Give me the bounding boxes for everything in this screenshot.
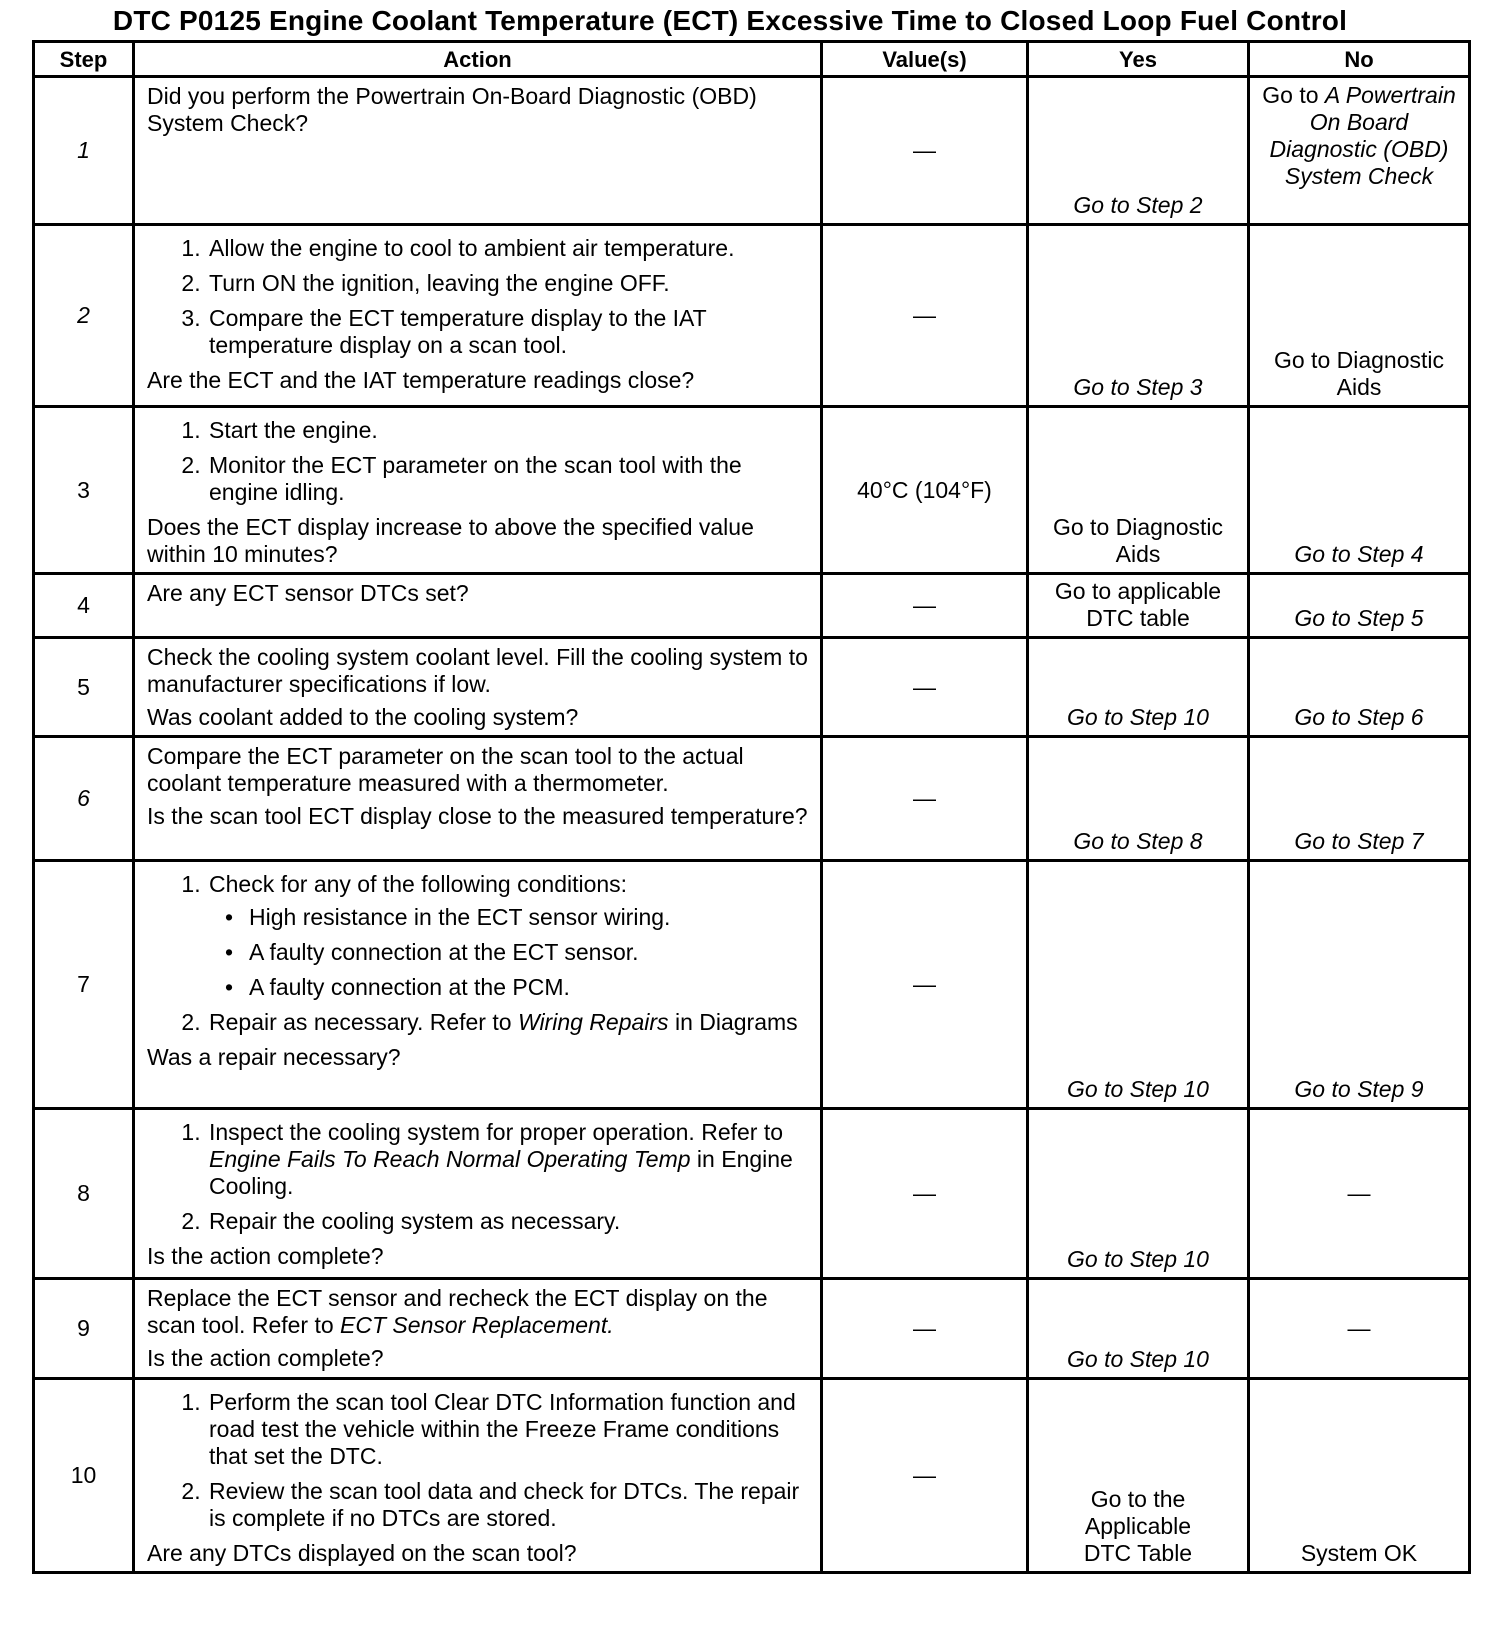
action-step-prefix: Repair as necessary. Refer to [209, 1009, 518, 1035]
header-values: Value(s) [822, 42, 1028, 77]
action-cell [134, 574, 822, 638]
action-text: Check the cooling system coolant level. Fill the cooling system to manufacturer specifications if low. [147, 644, 808, 697]
action-question: Are any ECT sensor DTCs set? [147, 580, 469, 606]
table-row [34, 737, 1470, 861]
action-cell [134, 1379, 822, 1573]
yes-cell: Go to Step 10 [1028, 638, 1249, 737]
value-cell: — [822, 1279, 1028, 1379]
action-step: 2. Repair the cooling system as necessary. [207, 1208, 814, 1235]
value-cell: — [822, 1109, 1028, 1279]
step-number: 5 [34, 638, 134, 737]
condition-item: • A faulty connection at the ECT sensor. [247, 939, 814, 966]
no-link: A Powertrain On Board Diagnostic (OBD) System Check [1269, 82, 1456, 189]
engine-fails-link[interactable]: Engine Fails To Reach Normal Operating Temp [209, 1146, 691, 1172]
page-title: DTC P0125 Engine Coolant Temperature (ECT) Excessive Time to Closed Loop Fuel Control [112, 5, 1348, 36]
action-cell [134, 737, 822, 861]
wiring-repairs-link[interactable]: Wiring Repairs [517, 1009, 669, 1035]
step-number: 7 [34, 861, 134, 1109]
yes-cell: Go to the Applicable DTC Table [1028, 1379, 1249, 1573]
action-step: 2. Monitor the ECT parameter on the scan tool with the engine idling. [207, 452, 814, 506]
no-cell: Go to Step 7 [1249, 737, 1470, 861]
condition-list [209, 904, 814, 1001]
action-step-text: Check for any of the following conditions: [209, 871, 628, 897]
no-cell [1249, 77, 1470, 225]
action-step: 1. Start the engine. [207, 417, 814, 444]
action-question: Is the action complete? [147, 1243, 384, 1269]
no-cell: Go to Diagnostic Aids [1249, 225, 1470, 407]
value-cell: — [822, 225, 1028, 407]
table-row [34, 1279, 1470, 1379]
header-action: Action [134, 42, 822, 77]
header-yes: Yes [1028, 42, 1249, 77]
yes-cell: Go to Diagnostic Aids [1028, 407, 1249, 574]
action-cell [134, 638, 822, 737]
yes-cell: Go to Step 8 [1028, 737, 1249, 861]
action-steps [147, 1389, 814, 1532]
no-cell: System OK [1249, 1379, 1470, 1573]
action-steps [147, 1119, 814, 1235]
yes-cell: Go to Step 2 [1028, 77, 1249, 225]
action-cell [134, 1279, 822, 1379]
table-row [34, 1109, 1470, 1279]
action-step [207, 1119, 814, 1200]
action-steps [147, 417, 814, 506]
action-cell [134, 407, 822, 574]
action-question: Are the ECT and the IAT temperature readings close? [147, 367, 695, 393]
table-row [34, 407, 1470, 574]
table-row [34, 225, 1470, 407]
yes-cell: Go to Step 10 [1028, 861, 1249, 1109]
table-header-row [34, 42, 1470, 77]
action-step: 2. Turn ON the ignition, leaving the engine OFF. [207, 270, 814, 297]
yes-cell: Go to Step 3 [1028, 225, 1249, 407]
action-step-suffix: in Diagrams [668, 1009, 798, 1035]
action-step: 2. Review the scan tool data and check for DTCs. The repair is complete if no DTCs are stored. [207, 1478, 814, 1532]
no-cell: — [1249, 1109, 1470, 1279]
action-step: 1. Perform the scan tool Clear DTC Information function and road test the vehicle within the Freeze Frame conditions that set the DTC. [207, 1389, 814, 1470]
yes-cell: Go to Step 10 [1028, 1279, 1249, 1379]
header-no: No [1249, 42, 1470, 77]
action-question: Does the ECT display increase to above the specified value within 10 minutes? [147, 514, 754, 567]
no-cell: Go to Step 9 [1249, 861, 1470, 1109]
ect-sensor-replacement-link[interactable]: ECT Sensor Replacement. [340, 1312, 614, 1338]
step-number: 3 [34, 407, 134, 574]
table-row [34, 638, 1470, 737]
no-cell: Go to Step 5 [1249, 574, 1470, 638]
action-text [147, 1285, 814, 1339]
no-cell: Go to Step 6 [1249, 638, 1470, 737]
diagnostic-table [32, 40, 1471, 1574]
action-question: Was a repair necessary? [147, 1044, 401, 1070]
table-row [34, 861, 1470, 1109]
action-question: Are any DTCs displayed on the scan tool? [147, 1540, 577, 1566]
step-number: 4 [34, 574, 134, 638]
no-cell: — [1249, 1279, 1470, 1379]
step-number: 8 [34, 1109, 134, 1279]
action-text: Compare the ECT parameter on the scan tool to the actual coolant temperature measured with a thermometer. [147, 743, 744, 796]
action-step-prefix: Inspect the cooling system for proper operation. Refer to [209, 1119, 784, 1145]
action-question: Is the scan tool ECT display close to the measured temperature? [147, 803, 808, 829]
action-step: 3. Compare the ECT temperature display to the IAT temperature display on a scan tool. [207, 305, 814, 359]
action-cell [134, 861, 822, 1109]
condition-item: • A faulty connection at the PCM. [247, 974, 814, 1001]
step-number: 9 [34, 1279, 134, 1379]
action-step [207, 1009, 814, 1036]
step-number: 6 [34, 737, 134, 861]
action-question: Is the action complete? [147, 1345, 384, 1371]
header-step: Step [34, 42, 134, 77]
action-cell [134, 225, 822, 407]
action-text: Did you perform the Powertrain On-Board Diagnostic (OBD) System Check? [147, 83, 757, 136]
value-cell: 40°C (104°F) [822, 407, 1028, 574]
step-number: 10 [34, 1379, 134, 1573]
table-row [34, 574, 1470, 638]
action-cell [134, 77, 822, 225]
step-number: 1 [34, 77, 134, 225]
value-cell: — [822, 574, 1028, 638]
condition-item: • High resistance in the ECT sensor wiring. [247, 904, 814, 931]
value-cell: — [822, 1379, 1028, 1573]
action-step [207, 871, 814, 1001]
value-cell: — [822, 737, 1028, 861]
action-prefix: Replace the ECT sensor and recheck the ECT display on the scan tool. Refer to [147, 1285, 768, 1338]
no-prefix: Go to [1262, 82, 1325, 108]
step-number: 2 [34, 225, 134, 407]
action-cell [134, 1109, 822, 1279]
action-step: 1. Allow the engine to cool to ambient air temperature. [207, 235, 814, 262]
table-row [34, 77, 1470, 225]
no-cell: Go to Step 4 [1249, 407, 1470, 574]
value-cell: — [822, 861, 1028, 1109]
action-step-suffix: in Engine Cooling. [209, 1146, 793, 1199]
action-question: Was coolant added to the cooling system? [147, 704, 579, 730]
yes-cell: Go to Step 10 [1028, 1109, 1249, 1279]
action-steps [147, 235, 814, 359]
yes-cell: Go to applicable DTC table [1028, 574, 1249, 638]
table-row [34, 1379, 1470, 1573]
action-steps [147, 871, 814, 1036]
value-cell: — [822, 77, 1028, 225]
value-cell: — [822, 638, 1028, 737]
